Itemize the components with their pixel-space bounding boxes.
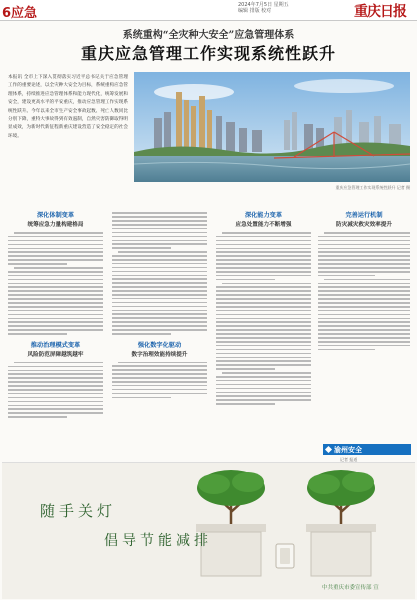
header-info (238, 2, 338, 14)
byline: 记者 报道 (340, 457, 358, 462)
column-4 (318, 210, 410, 353)
body-text-block (8, 362, 103, 418)
column-2 (112, 210, 207, 400)
column-heading: 深化能力变革 (244, 212, 283, 219)
ad-organization: 中共重庆市委宣传部 宣 (322, 585, 379, 591)
column-1 (8, 210, 103, 420)
newspaper-logo: 重庆日报 (354, 4, 406, 20)
city-skyline-photo (134, 72, 410, 182)
column-midsubheading: 数字治理效能持续提升 (131, 351, 188, 358)
body-text-block (112, 362, 207, 399)
column-subheading: 应急处置能力不断增强 (235, 222, 292, 228)
ad-slogan-secondary: 倡导节能减排 (104, 533, 212, 549)
column-heading: 完善运行机制 (345, 212, 383, 219)
column-subheading: 统筹应急力量构建格局 (27, 222, 84, 228)
column-midheading: 强化数字化驱动 (137, 341, 182, 349)
column-subheading: 防灾减灾救灾效率提升 (336, 222, 392, 228)
section-title: 6应急 (2, 6, 38, 21)
photo-caption: 重庆应急管理工作实现系统性跃升 记者 摄 (335, 185, 410, 190)
tree-lamp-illustration (176, 466, 414, 581)
header-editors: 编辑 排版 校对 (238, 8, 272, 14)
article-lead: 本报讯 全市上下深入贯彻落实习近平总书记关于应急管理工作的重要论述，以全灾种大安全为目标，系统重构应急管理体系，持续推进应急管理体系和能力现代化，统筹发展和安全，建设更高水平的平安重庆，推动应急管理工作实现系统性跃升。今年以来全市生产安全事故起数、死亡人数同比分别下降，重特大事故得到有效遏制，自然灾害防御取得明显成效，为新时代新征程新重庆建设营造了安全稳定的社会环境。 (8, 75, 128, 139)
body-text-block (8, 232, 103, 335)
column-3 (216, 210, 311, 407)
column-midheading: 推动治理模式变革 (30, 341, 81, 349)
article-title: 重庆应急管理工作实现系统性跃升 (80, 44, 336, 63)
column-midsubheading: 风险防范屏障越筑越牢 (27, 351, 84, 358)
column-heading: 深化体制变革 (36, 212, 75, 219)
ad-slogan-primary: 随手关灯 (40, 502, 117, 520)
header-date: 2024年7月5日 星期五 (238, 2, 289, 8)
article-kicker: 系统重构“全灾种大安全”应急管理体系 (122, 30, 295, 41)
body-text-block (318, 232, 410, 350)
body-text-block (216, 232, 311, 405)
body-text-block (112, 212, 207, 334)
column-badge-label: 渝州安全 (334, 446, 362, 454)
